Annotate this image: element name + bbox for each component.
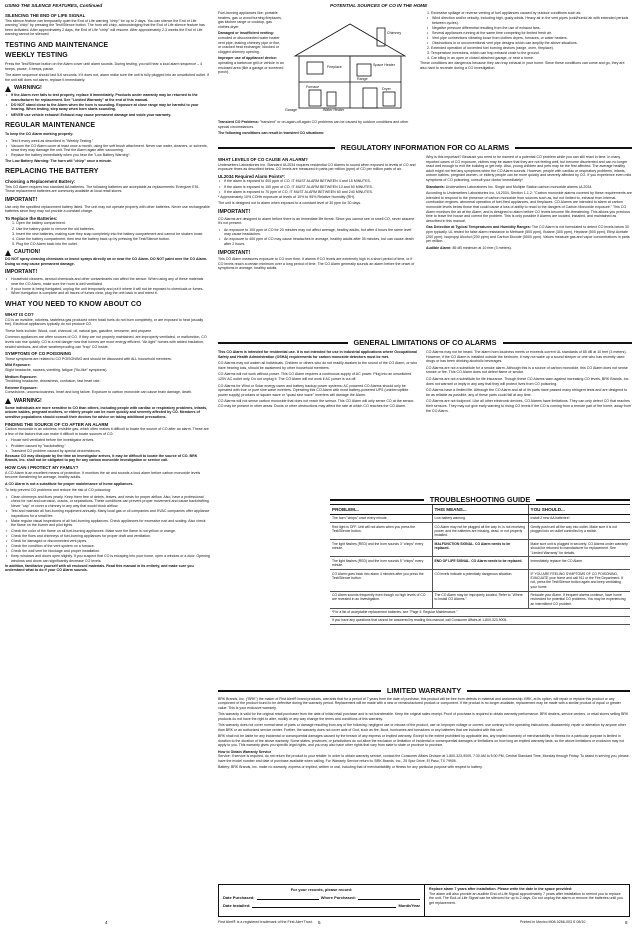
- rule-right: [536, 499, 630, 501]
- table-cell: IF YOU ARE FEELING SYMPTOMS OF CO POISONING, EVACUATE your home and call 911 or the Fire Department. If not, press the Test/Silence button again and keep ventilating your home.: [528, 570, 630, 591]
- table-cell: END OF LIFE SIGNAL. CO Alarm needs to be replaced.: [432, 557, 528, 570]
- window: [307, 62, 323, 74]
- what-is-title: WHAT IS CO?: [5, 311, 34, 317]
- trademark-text: First Alert® is a registered trademark of the First Alert Trust.: [218, 920, 313, 924]
- transient-item: 1. Excessive spillage or reverse venting of fuel appliances caused by outdoor conditions such as:: [427, 11, 582, 15]
- house-label: Fireplace: [327, 65, 342, 69]
- limitations-intro: This CO Alarm is intended for residential use. It is not intended for use in industrial applications where Occupational Safety and Health Administration (OSHA) requirements for carbon monoxide detectors must be met.: [218, 350, 417, 359]
- finding-text-2: Because CO may dissipate by the time an investigator arrives, it may be difficult to locate the source of CO. BRK Brands, Inc. shall not be obligated to pay for any carbon monoxide investigation or service call.: [5, 453, 198, 463]
- protect-item: • Check the color of the flame on all fuel-burning appliances. Make sure the flame is not yellow or orange.: [5, 529, 210, 534]
- regular-title: REGULAR MAINTENANCE: [5, 122, 96, 130]
- standards-title: Standards:: [426, 184, 445, 189]
- know-title: WHAT YOU NEED TO KNOW ABOUT CO: [5, 301, 142, 308]
- regular-item: • Replace the battery immediately when you hear the "Low Battery Warning".: [5, 153, 210, 158]
- table-cell: Gently push unit all the way into outlet. Make sure it is not plugged into an outlet controlled by a switch.: [528, 523, 630, 540]
- important-item: • If your home is being fumigated, unplug the unit temporarily and put it where it will not be exposed to chemicals or fumes. When fumigation is complete and all traces of fumes clear, plug the unit back in and retest it.: [5, 287, 210, 296]
- table-cell: The light flashes (RED) and the horn sounds 5 "chirps" every minute.: [330, 557, 432, 570]
- warning-label-2: WARNING!: [14, 397, 42, 404]
- table-header-row: [330, 505, 630, 515]
- dryer-shape: [383, 92, 395, 106]
- date-purchased-label: Date Purchased:: [223, 895, 255, 901]
- replace-text: Replace alarm 7 years after installation. Please write the date in the space provided:: [429, 887, 573, 891]
- table-footnote: *For a list of acceptable replacement batteries, see "Page 4: Regular Maintenance.": [330, 608, 630, 616]
- table-cell: Relocate your Alarm. If frequent alarms continue, have home rechecked for potential CO problems. You may be experiencing an intermittent CO problem.: [528, 591, 630, 608]
- protect-item: • Keep windows and doors open slightly. If you suspect that CO is escaping into your home, open a window or a door. Opening windows and doors can significantly decrease CO levels.: [5, 554, 210, 563]
- water-heater-shape: [327, 92, 336, 106]
- medium-text: Throbbing headache, drowsiness, confusion, fast heart rate.: [5, 379, 101, 384]
- month-year-label: Month/Year: [398, 903, 420, 909]
- door: [363, 88, 377, 108]
- improper-title: Improper use of appliance/ device:: [218, 56, 278, 61]
- table-cell: Install 2 new AA batteries*.: [528, 514, 630, 522]
- replace-step: 4. Close the battery compartment, then test the battery back up by pressing the Test/Silence button.: [12, 236, 171, 241]
- protect-title: HOW CAN I PROTECT MY FAMILY?: [5, 464, 79, 470]
- limitation-item: CO Alarms will not work without power. This CO Alarm requires a continuous supply of AC power. Plug into an unswitched 120V AC outlet only. Do not unplug it. The CO Alarm will not work if AC power is cut off.: [218, 372, 412, 381]
- date-purchased-field[interactable]: [257, 895, 319, 900]
- house-label: Garage: [285, 108, 297, 112]
- limitation-item: CO Alarms may not waken all individuals. Children or others who do not readily awaken to the sound of the CO Alarm, or who have hearing loss, should be awakened by other household members.: [218, 361, 418, 370]
- regulatory-right: [426, 155, 632, 333]
- finding-item: • Transient CO problem caused by special circumstances.: [5, 449, 210, 454]
- purchase-line: [223, 895, 420, 900]
- warning-item: • If the Alarm ever fails to test properly, replace it immediately. Products under warranty may be returned to the manufacturer for replacement. See "Limited Warranty" at the end of this manual.: [5, 93, 210, 102]
- warning-heading: [5, 85, 210, 92]
- page-number-6: 6: [625, 920, 628, 925]
- table-footnote-row: [330, 608, 630, 616]
- where-purchased-field[interactable]: [358, 895, 420, 900]
- regular-item: • Test it every week as described in "Weekly Testing.": [5, 139, 210, 144]
- warning-heading-2: [5, 398, 210, 405]
- date-installed-label: Date Installed:: [223, 903, 251, 909]
- house-label: Chimney: [387, 31, 402, 35]
- rule-right: [515, 147, 632, 149]
- table-row: [330, 514, 630, 522]
- caution-triangle-icon: [5, 250, 11, 256]
- medium-label: Medium Exposure:: [5, 374, 38, 379]
- mild-text: Slight headache, nausea, vomiting, fatigue ("flu-like" symptoms).: [5, 367, 108, 372]
- damaged-text: corroded or disconnected water heater vent pipe, leaking chimney pipe or flue, or cracked heat exchanger, blocked or clogged chimney opening.: [218, 35, 281, 54]
- transient-text: "transient" or on-again-off-again CO problems can be caused by outdoor conditions and other special circumstances.: [218, 120, 409, 129]
- replace-step: 1. Open the battery compartment.: [12, 221, 66, 226]
- limitation-item: CO Alarms for Wind or Solar energy users and battery backup power systems: AC powered CO Alarms should only be operated with true or pure sine wave inverters. Operating this CO Alarm with most battery-powered UPS (uninterruptible power supply) products or square wave or "quasi sine wave" inverters will damage the Alarm.: [218, 383, 409, 397]
- protect-intro: To help prevent CO problems and reduce the risk of CO poisoning:: [5, 488, 112, 493]
- registration-box: [218, 884, 630, 917]
- reg-important-text-2: This CO Alarm measures exposure to CO over time. It alarms if CO levels are extremely high in a short period of time, or if CO levels reach a certain minimum over a long period of time. The CO Alarm generally sounds an alarm before the onset of symptoms in average, healthy adults.: [218, 257, 415, 271]
- designed-text: The unit is designed not to alarm when exposed to a constant level of 30 ppm for 30 days.: [218, 201, 362, 206]
- what-is-text: CO is an invisible, odorless, tasteless gas produced when fossil fuels do not burn completely, or are exposed to heat (usually fire). Electrical appliances typically do not produce CO.: [5, 317, 204, 327]
- protect-item: • Clean chimneys and flues yearly. Keep them free of debris, leaves, and nests for proper airflow. Also, have a professional check for rust and corrosion, cracks, or separations. These conditions can prevent proper movement and cause backdrafting. Never "cap" or cover a chimney in any way that would block airflow.: [5, 495, 210, 509]
- transient-item: • Wind direction and/or velocity, including high, gusty winds. Heavy air in the vent pipes (cold/humid air with extended periods between cycles).: [426, 16, 632, 25]
- protect-text: A CO Alarm is an excellent means of protection. It monitors the air and sounds a loud alarm before carbon monoxide levels become threatening for average, healthy adults.: [5, 470, 201, 480]
- approx-note: * Approximately 10% COHb exposure at levels of 10% to 95% Relative Humidity (RH).: [218, 194, 356, 199]
- table-footnote-row: [330, 616, 630, 624]
- range-shape: [357, 64, 371, 76]
- important-label: IMPORTANT!: [5, 196, 38, 203]
- table-cell: Immediately replace the CO Alarm.: [528, 557, 630, 570]
- ul-item: • If the alarm is exposed to 70 ppm of CO, IT MUST ALARM BETWEEN 60 and 240 MINUTES.: [218, 190, 418, 195]
- table-cell: MALFUNCTION SIGNAL. CO Alarm needs to be replaced.: [432, 540, 528, 557]
- symptoms-intro: These symptoms are related to CO POISONING and should be discussed with ALL household members.: [5, 356, 172, 361]
- ul-item: • If the alarm is exposed to 150 ppm of CO, IT MUST ALARM BETWEEN 10 and 50 MINUTES.: [218, 185, 418, 190]
- standards-text: Underwriters Laboratories Inc. Single and Multiple Station carbon monoxide alarms UL2034.: [445, 184, 593, 189]
- protect-item: • Check the flues and chimneys of fuel-burning appliances for proper draft and ventilation.: [5, 534, 210, 539]
- battery-text: Battery: BRK Brands, Inc. make no warranty, express or implied, written or oral, including that of merchantability or fitness for any particular purpose with respect to battery.: [218, 765, 483, 770]
- extreme-label: Extreme Exposure:: [5, 385, 38, 390]
- house-label: Furnace: [306, 85, 320, 89]
- protect-footer: In addition, familiarize yourself with all enclosed materials. Read this manual in its entirety, and make sure you understand what to do if your CO Alarm sounds.: [5, 563, 194, 573]
- testing-title: TESTING AND MAINTENANCE: [5, 42, 109, 49]
- house-label: Dryer: [382, 87, 391, 91]
- rule-left: [218, 690, 381, 692]
- limitation-item: CO Alarms are not foolproof. Like all other electronic devices, CO Alarms have limitations. They can only detect CO that reaches their sensors. They may not give early warning to rising CO levels if the CO is coming from a remote part of the home, away from the CO Alarm.: [426, 399, 631, 413]
- rule-left: [218, 147, 335, 149]
- column-header: PROBLEM...: [330, 505, 432, 515]
- finding-title: FINDING THE SOURCE OF CO AFTER AN ALARM: [5, 421, 109, 427]
- table-row: [330, 540, 630, 557]
- reg-important-label-2: IMPORTANT!: [218, 249, 251, 256]
- replace-text-2: The alarm will also provide an audible End-of-Life Signal approximately 7 years after installation to remind you to replace the unit. The End-of-Life Signal can be silenced for up to 2 days. Do not unplug the alarm or remove the batteries until you get replacement.: [429, 891, 623, 905]
- column-header: YOU SHOULD...: [528, 505, 630, 515]
- house-diagram: [285, 18, 415, 113]
- house-label: Range: [357, 77, 368, 81]
- limitations-left: [218, 350, 418, 495]
- registration-title: For your records, please record:: [290, 887, 353, 892]
- table-cell: CO Alarm sounds frequently even though no high levels of CO are revealed in an investigation.: [330, 591, 432, 608]
- regular-item: • Vacuum the CO Alarm cover at least once a month, using the soft brush attachment. Never use water, cleaners, or solvents, since they may damage the unit. Test the Alarm again after vacuuming.: [5, 144, 210, 153]
- transient-item: 2. Extended operation of unvented fuel burning devices (range, oven, fireplace).: [427, 46, 554, 51]
- printed-text: Printed in Mexico M08-0266-003 S 08/10: [520, 920, 586, 924]
- finding-item: • House well ventilated before the investigator arrives.: [5, 438, 210, 443]
- audible-text: 85 dB minimum at 10 feet (3 meters).: [452, 245, 512, 250]
- rule-left: [330, 499, 424, 501]
- protect-bold: A CO Alarm is not a substitute for proper maintenance of home appliances.: [5, 481, 134, 486]
- sources-text: Fuel-burning appliances like: portable heaters, gas or wood burning fireplaces, gas kitchen range or cooktop, gas clothes dryer.: [218, 11, 282, 29]
- table-cell: Low battery warning.: [432, 514, 528, 522]
- audible-title: Audible Alarm:: [426, 245, 452, 250]
- regulatory-title: REGULATORY INFORMATION FOR CO ALARMS: [340, 143, 510, 152]
- transient-item: 4. Car idling in an open or closed attached garage, or near a home.: [427, 56, 534, 61]
- protect-item: • Check for damaged or disconnected vent pipes.: [5, 539, 210, 544]
- choosing-title: Choosing a Replacement Battery:: [5, 179, 76, 185]
- registration-left: [219, 885, 425, 916]
- limitation-item: CO Alarms may not be heard. The alarm horn loudness meets or exceeds current UL standards of 85 dB at 10 feet (3 meters). However, if the CO Alarm is installed outside the bedroom, it may not wake up a sound sleeper or one who has recently used drugs or has been drinking alcoholic beverages.: [426, 350, 627, 364]
- regular-intro: To keep the CO Alarm working properly:: [5, 132, 74, 137]
- rule-right: [467, 690, 630, 692]
- date-installed-field[interactable]: [252, 903, 396, 908]
- table-cell: Red light is OFF. Unit will not alarm when you press the Test/Silence button.: [330, 523, 432, 540]
- protect-item: • Make regular visual inspections of all fuel-burning appliances. Check appliances for excessive rust and scaling. Also check the flame on the burner and pilot lights.: [5, 519, 210, 528]
- how-title: How to Obtain Warranty Service: [218, 749, 272, 754]
- fuels-text: These fuels include: Wood, coal, charcoal, oil, natural gas, gasoline, kerosene, and propane.: [5, 328, 153, 333]
- table-row: [330, 570, 630, 591]
- transient-footer: The following conditions can result in transient CO situations:: [218, 131, 325, 136]
- mild-label: Mild Exposure:: [5, 363, 31, 368]
- regulatory-header: [218, 143, 632, 152]
- weekly-title: WEEKLY TESTING: [5, 51, 68, 59]
- finding-item: • Problem caused by "backdrafting.": [5, 444, 210, 449]
- replace-step: 2. Use the battery guide to remove the old batteries.: [12, 226, 95, 231]
- protect-item: • Test and maintain all fuel-burning equipment annually. Many local gas or oil companies and HVAC companies offer appliance inspections for a small fee.: [5, 509, 210, 518]
- table-row: [330, 557, 630, 570]
- important-label-2: IMPORTANT!: [5, 269, 38, 276]
- reg-important-text: CO Alarms are designed to alarm before there is an immediate life threat. Since you cannot see or smell CO, never assume it's not present.: [218, 216, 415, 226]
- warning-text-2: Some individuals are more sensitive to CO than others, including people with cardiac or respiratory problems, infants, unborn babies, pregnant mothers, or elderly people can be more quickly and severely affected by CO. Members of sensitive populations should consult their doctors for advice on taking additional precautions.: [5, 405, 208, 420]
- column-left: [5, 11, 210, 916]
- low-battery-text: The Low Battery Warning: The horn will "chirp" once a minute.: [5, 158, 112, 163]
- table-cell: CO Alarm goes back into alarm 4 minutes after you press the Test/Silence button.: [330, 570, 432, 591]
- replacing-title: REPLACING THE BATTERY: [5, 168, 99, 176]
- regulatory-left: [218, 155, 418, 333]
- caution-text: DO NOT spray cleaning chemicals or insect sprays directly on or near the CO Alarm. DO NOT paint over the CO Alarm. Doing so may cause permanent damage.: [5, 257, 208, 266]
- limitations-right: [426, 350, 632, 495]
- troubleshooting-title: TROUBLESHOOTING GUIDE: [429, 495, 531, 504]
- installed-line: [223, 903, 420, 908]
- page-number-5: 5: [318, 920, 321, 925]
- important-text: Use only the specified replacement battery listed. The unit may not operate properly with other batteries. Never use rechargeable batteries since they may not provide a constant charge.: [5, 204, 210, 214]
- limitation-item: CO Alarms are not a substitute for a smoke alarm. Although this is a source of carbon monoxide, this CO Alarm does not sense smoke or fire. This CO Alarm does not detect flame or smoke.: [426, 365, 628, 375]
- ul-title: UL2034 Required Alarm Points*:: [218, 173, 286, 179]
- warning-label: WARNING!: [14, 85, 42, 92]
- furnace-shape: [309, 90, 321, 106]
- warning-triangle-icon: [5, 86, 11, 92]
- gas-title: Gas Detection at Typical Temperatures and Humidity Ranges:: [426, 225, 531, 230]
- house-label: Space Heater: [373, 63, 395, 67]
- how-text: Service: If service is required, do not return the product to your retailer. In order to obtain warranty service, contact the Consumer Affairs Division at 1-800-323-9005, 7:30 AM to 5:00 PM, Central Standard Time, Monday through Friday. To assist in serving you, please have the model number and date of purchase available when calling. For Warranty Service return to: BRK Brands, Inc., 25 Spur Drive, El Paso, TX 79906.: [218, 754, 629, 763]
- transient-item: • Several appliances running at the same time competing for limited fresh air.: [426, 31, 632, 36]
- warning-item: • DO NOT stand close to the Alarm when the horn is sounding. Exposure at close range may be harmful to your hearing. When testing, step away when horn starts sounding.: [5, 103, 210, 112]
- finding-text: Carbon monoxide is an odorless, invisible gas, which often makes it difficult to locate the source of CO after an alarm. These are a few of the factors that can make it difficult to locate sources of CO:: [5, 427, 209, 436]
- common-text: Common appliances are often sources of CO. If they are not properly maintained, are improperly ventilated, or malfunction, CO levels can rise quickly. CO is a real danger now that homes are more energy efficient. "Air-tight" homes with added insulation, sealed windows, and other weatherproofing can "trap" CO inside.: [5, 335, 207, 349]
- reg-important-item: • An exposure to 100 ppm of CO for 20 minutes may not affect average, healthy adults, but after 4 hours the same level may cause headaches.: [218, 228, 418, 237]
- protect-item: • Check the condition of the vent system on a furnace.: [5, 544, 210, 549]
- table-cell: The light flashes (RED) and the horn sounds 3 "chirps" every minute.: [330, 540, 432, 557]
- reg-right-text: Why is this important? Because you need to be warned of a potential CO problem while you can still react in time. In many reported cases of CO exposure, victims may be aware that they are not feeling well, but become disoriented and can no longer react well enough to exit the building or get help. Also, young children and pets may be the first affected. The average healthy adult might not feel any symptoms when the CO Alarm sounds. However, people with cardiac or respiratory problems, infants, unborn babies, pregnant women, or elderly people can be more quickly and severely affected by CO. If you experience even mild symptoms of CO poisoning, consult your doctor immediately!: [426, 155, 632, 182]
- warning-triangle-icon: [5, 398, 11, 404]
- transient-item: • Vent pipe connections vibrating loose from clothes dryers, furnaces, or water heaters.: [426, 36, 632, 41]
- running-header-right: POTENTIAL SOURCES OF CO IN THE HOME: [330, 3, 428, 8]
- limitation-item: CO Alarms have a limited life. Although the CO Alarm and all of its parts have passed many stringent tests and are designed to be as reliable as possible, any of these parts could fail at any time.: [426, 388, 628, 397]
- nfpa-text: According to Underwriters Laboratories Inc. UL2034, Section 1-1.2: "Carbon monoxide alarms covered by these requirements are intended to respond to the presence of carbon monoxide from sources such as, but not limited to, exhaust from internal-combustion engines, abnormal operation of fuel-fired appliances, and fireplaces. CO Alarms are intended to alarm at carbon monoxide levels below those that could cause a loss of ability to react to the dangers of Carbon Monoxide exposure." This CO Alarm monitors the air at the Alarm, and is designed to alarm before CO levels become life-threatening. This allows you precious time to leave the house and correct the problem. This is only possible if Alarms are located, installed, and maintained as described in this manual.: [426, 191, 632, 223]
- warranty-text: This warranty does not cover normal wear of parts or damage resulting from any of the following: negligent use or misuse of the product, use on improper voltage or current, use contrary to the operating instructions, disassembly, repair or alteration by anyone other than BRK or an authorized service center. Further, the warranty does not cover acts of God, such as fire, flood, hurricanes and tornadoes or any batteries that are included with this unit.: [218, 723, 626, 732]
- weekly-text: Press the Test/Silence button on the Alarm cover until alarm sounds. During testing, you will hear a loud alarm sequence – 4 beeps, pause, 4 beeps, pause.: [5, 61, 203, 71]
- warning-item: • NEVER use vehicle exhaust! Exhaust may cause permanent damage and voids your warranty.: [5, 113, 210, 118]
- warranty-text: BRK shall not be liable for any incidental or consequential damages caused by the breach of any express or implied warranty. Except to the extent prohibited by applicable law, any implied warranty of merchantability or fitness for a particular purpose is limited in duration to the duration of the above warranty. Some states, provinces, or jurisdictions do not allow the exclusion or limitation of incidental or consequential damages or limitations on how long an implied warranty lasts, so the above limitations or exclusion may not apply to you. This warranty gives you specific legal rights, and you may also have other rights that vary from state to state or province to province.: [218, 734, 625, 748]
- transient-footer-text: These conditions are dangerous because they can trap exhaust in your home. Since these conditions can come and go, they are also hard to recreate during a CO investigation.: [420, 61, 625, 71]
- extreme-text: Convulsions, unconsciousness, heart and lung failure. Exposure to carbon monoxide can cause brain damage, death.: [5, 390, 192, 395]
- table-footnote-2: If you have any questions that cannot be answered by reading this manual, call Consumer Affairs at 1-800-323-9005.: [330, 616, 630, 624]
- registration-right: [425, 885, 629, 916]
- transient-title: Transient CO Problems:: [218, 120, 259, 124]
- warranty-title: LIMITED WARRANTY: [386, 686, 462, 695]
- transient-item: 3. Temperature inversions, which can trap exhaust close to the ground.: [427, 51, 540, 56]
- caution-heading: [5, 249, 210, 256]
- symptoms-title: SYMPTOMS OF CO POISONING: [5, 351, 72, 357]
- rule-right: [503, 342, 633, 344]
- choosing-text: This CO Alarm requires two standard AA batteries. The following batteries are acceptable as replacements: Energizer E91. These replacement batteries are commonly available at local retail stores.: [5, 184, 200, 194]
- caution-label: CAUTION!: [14, 249, 41, 256]
- replace-step: 3. Insert the new batteries, making sure they snap completely into the battery compartment and cannot be shaken loose.: [12, 231, 204, 236]
- silencing-title: SILENCING THE END OF LIFE SIGNAL: [5, 13, 86, 18]
- transient-item: • Obstructions in or unconventional vent pipe designs which can amplify the above situations.: [426, 41, 632, 46]
- rule-left: [218, 342, 348, 344]
- silencing-text: This silence feature can temporarily quiet the End of Life warning "chirp" for up to 2 days. You can silence the End of Life warning "chirp" by pressing the Test/Silence button. The horn will chirp, acknowledging that the End of Life silence feature has been activated. After approximately 2 days, the End of Life "chirp" will resume. After approximately 2-3 weeks the End of Life warning cannot be silenced.: [5, 18, 205, 37]
- levels-title: WHAT LEVELS OF CO CAUSE AN ALARM?: [218, 157, 308, 162]
- improper-text: operating a barbecue grill or vehicle in an enclosed area (like a garage or screened porch).: [218, 60, 284, 75]
- transient-item: • Negative pressure differential resulting from the use of exhaust fans.: [426, 26, 632, 31]
- levels-text: Underwriters Laboratories Inc. Standard UL2034 requires residential CO Alarms to sound when exposed to levels of CO and exposure times as described below. CO levels are measured in parts per million (ppm) of CO per million parts of air.: [218, 162, 416, 172]
- page-number-4: 4: [105, 920, 108, 925]
- table-row: [330, 523, 630, 540]
- damaged-title: Damaged or insufficient venting:: [218, 31, 274, 36]
- table-cell: CO levels indicate a potentially dangerous situation.: [432, 570, 528, 591]
- table-cell: CO Alarm may not be plugged all the way in, is not receiving power, and the batteries are missing, dead, or not properly installed.: [432, 523, 528, 540]
- table-cell: The horn "chirps" once every minute.: [330, 514, 432, 522]
- roof: [295, 24, 405, 56]
- warranty-body: [218, 697, 630, 881]
- important-item: • Household cleaners, aerosol chemicals and other contaminants can affect the sensor. When using any of these materials near the CO Alarm, make sure the room is well ventilated.: [5, 277, 210, 286]
- troubleshooting-table: [330, 504, 630, 625]
- where-purchased-label: Where Purchased:: [320, 895, 356, 901]
- column-transient-list: [420, 11, 632, 139]
- weekly-text-2: The alarm sequence should last 5-6 seconds. If it does not, alarm make sure the unit is fully plugged into an unswitched outlet. If the unit still does not alarm, replace it immediately.: [5, 73, 209, 82]
- column-header: THIS MEANS...: [432, 505, 528, 515]
- gas-text: The CO Alarm is not formulated to detect CO levels below 30 ppm typically. UL tested for false alarm resistance to Methane (500 ppm), Butane (300 ppm), Heptane (500 ppm), Ethyl Acetate (200 ppm), Isopropyl Alcohol (200 ppm) and Carbon Dioxide (5000 ppm). Values measure gas and vapor concentrations in parts per million.: [426, 225, 630, 244]
- warranty-header: [218, 686, 630, 695]
- running-header-left: USING THE SILENCE FEATURES, Continued: [5, 3, 103, 8]
- table-row: [330, 591, 630, 608]
- limitations-header: [218, 338, 632, 347]
- reg-important-label: IMPORTANT!: [218, 208, 251, 215]
- reg-important-item: • An exposure to 400 ppm of CO may cause headaches in average, healthy adults after 35 minutes, but can cause death after 2 hours.: [218, 237, 418, 246]
- ul-item: • If the alarm is exposed to 400 ppm of CO, IT MUST ALARM BETWEEN 4 and 15 MINUTES.: [218, 179, 418, 184]
- limitation-item: CO Alarms will not sense carbon monoxide that does not reach the sensor. This CO Alarm will only sense CO at the sensor. CO may be present in other areas. Doors or other obstructions may affect the rate at which CO reaches the CO Alarm.: [218, 399, 415, 408]
- replace-step: 5. Plug the CO Alarm back into the outlet.: [12, 241, 78, 246]
- warranty-text: This warranty is valid for the original retail purchaser from the date of initial retail purchase and is not transferable. Keep the original sales receipt. Proof of purchase is required to obtain warranty performance. BRK dealers, service centers, or retail stores selling BRK products do not have the right to alter, modify or any way change the terms and conditions of this warranty.: [218, 712, 629, 721]
- replace-steps-title: To Replace the Batteries:: [5, 215, 58, 221]
- limitation-item: CO Alarms are not a substitute for life insurance. Though these CO Alarms warn against increasing CO levels, BRK Brands, Inc. does not warrant or imply in any way that they will protect lives from CO poisoning.: [426, 376, 630, 386]
- table-cell: Make sure unit is plugged in securely. CO Alarms under warranty should be returned to manufacturer for replacement. See "Limited Warranty" for details.: [528, 540, 630, 557]
- protect-item: • Check the wall vent for blockage and proper installation.: [5, 549, 210, 554]
- warranty-text: BRK Brands, Inc. ("BRK") the maker of First Alert® brand products, warrants that for a period of 7 years from the date of purchase, this product will be free from defects in material and workmanship. BRK, at its option, will repair or replace this product or any component of the product found to be defective during the warranty period. Replacement will be made with a new or remanufactured product or component. If the product is no longer available, replacement may be made with a similar product of equal or greater value. This is your exclusive warranty.: [218, 697, 621, 710]
- house-label: Water Heater: [323, 108, 345, 112]
- limitations-title: GENERAL LIMITATIONS OF CO ALARMS: [353, 338, 497, 347]
- table-cell: The CO Alarm may be improperly located. Refer to "Where to Install CO Alarms.": [432, 591, 528, 608]
